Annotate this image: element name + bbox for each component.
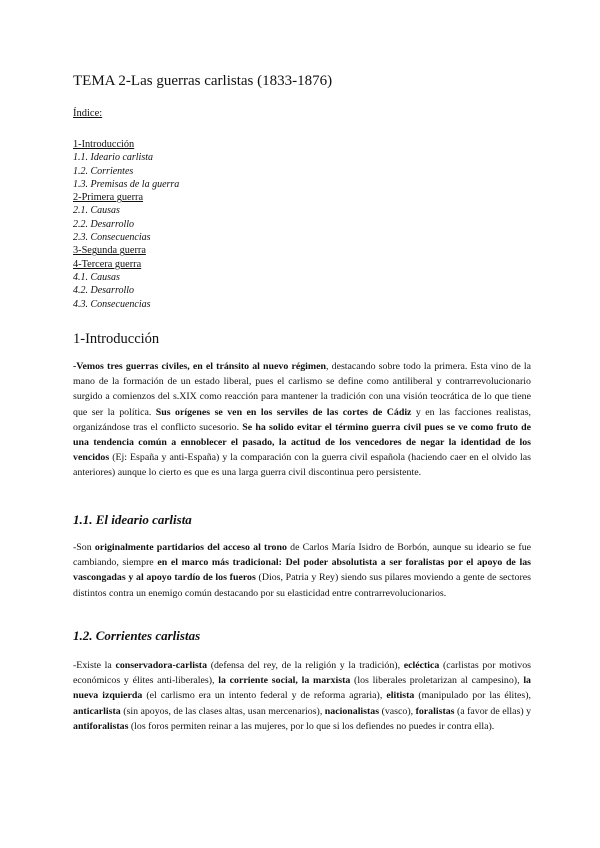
- section-heading-corrientes: 1.2. Corrientes carlistas: [73, 628, 201, 643]
- text-segment: (Dios, Patria y Rey) siendo sus pilares moviendo a gente de sectores distintos contra un enemigo común destacando por su elasticidad entre contrarrevolucionarios.: [73, 572, 531, 599]
- bold-text-segment: Sus orígenes se ven en los serviles de las cortes de Cádiz: [155, 406, 412, 418]
- toc-subsection-link[interactable]: 4.1. Causas: [73, 271, 120, 283]
- bold-text-segment: conservadora-carlista: [115, 660, 208, 671]
- bold-text-segment: ecléctica: [403, 660, 440, 671]
- text-segment: -Existe la: [73, 660, 116, 671]
- bold-text-segment: originalmente partidarios del acceso al trono: [94, 542, 287, 553]
- toc-subsection-link[interactable]: 4.3. Consecuencias: [73, 298, 151, 310]
- index-label: Índice:: [73, 108, 103, 119]
- text-segment: (manipulado por las élites),: [414, 690, 532, 702]
- text-segment: (el carlismo era un intento federal y de reforma agraria),: [142, 690, 387, 702]
- toc-subsection-link[interactable]: 1.1. Ideario carlista: [73, 152, 153, 164]
- bold-text-segment: nacionalistas: [324, 705, 380, 717]
- paragraph-corrientes: [73, 658, 531, 734]
- bold-text-segment: antiforalistas: [73, 720, 129, 732]
- text-segment: (los foros permiten reinar a las mujeres, por lo que si los defiendes no puedes ir contra ella).: [128, 720, 495, 732]
- text-segment: , destacando sobre todo la primera. Esta vino de la mano de la formación de un estado liberal, pues el carlismo se define como antiliberal y contrarrevolucionario surgido a comienzos del s.XIX como reacción para mantener la tradición con una visión teocrática de lo que tiene que ser la política.: [73, 361, 531, 418]
- toc-subsection-link[interactable]: 2.2. Desarrollo: [73, 218, 135, 230]
- text-segment: y en las facciones realistas, organizándose tras el conflicto sucesorio.: [73, 406, 532, 433]
- text-segment: (a favor de ellas) y: [454, 705, 532, 717]
- toc-subsection-link[interactable]: 4.2. Desarrollo: [73, 285, 135, 297]
- toc-subsection-link[interactable]: 1.3. Premisas de la guerra: [73, 178, 180, 190]
- bold-text-segment: la nueva izquierda: [73, 675, 531, 702]
- text-segment: (vasco),: [379, 705, 416, 717]
- text-segment: (defensa del rey, de la religión y la tradición),: [207, 660, 404, 671]
- toc-subsection-link[interactable]: 2.1. Causas: [73, 205, 120, 217]
- section-heading-introduccion: 1-Introducción: [73, 331, 160, 347]
- paragraph-ideario: [73, 540, 531, 601]
- bold-text-segment: elitista: [386, 690, 415, 702]
- bold-text-segment: foralistas: [415, 705, 455, 717]
- toc-subsection-link[interactable]: 1.2. Corrientes: [73, 165, 134, 177]
- document-title: TEMA 2-Las guerras carlistas (1833-1876): [73, 73, 333, 89]
- bold-text-segment: -Vemos tres guerras civiles, en el tránsito al nuevo régimen: [73, 361, 327, 372]
- toc-subsection-link[interactable]: 2.3. Consecuencias: [73, 232, 151, 244]
- bold-text-segment: anticarlista: [73, 705, 121, 717]
- bold-text-segment: en el marco más tradicional: Del poder absolutista a ser foralistas por el apoyo de las vascongadas y al apoyo tardío de los fueros: [73, 557, 531, 584]
- bold-text-segment: la corriente social, la marxista: [218, 675, 351, 687]
- table-of-contents: [73, 138, 179, 311]
- text-segment: (Ej: España y anti-España) y la comparación con la guerra civil española (haciendo caer en el olvido las anteriores) aunque lo cierto es que es una larga guerra civil discontinua pero persistente.: [73, 452, 531, 479]
- toc-section-link[interactable]: 3-Segunda guerra: [73, 245, 146, 257]
- toc-section-link[interactable]: 4-Tercera guerra: [73, 258, 142, 270]
- text-segment: (sin apoyos, de las clases altas, usan mercenarios),: [120, 705, 325, 717]
- toc-section-link[interactable]: 2-Primera guerra: [73, 192, 144, 204]
- toc-section-link[interactable]: 1-Introducción: [73, 139, 135, 150]
- section-heading-ideario: 1.1. El ideario carlista: [73, 512, 192, 527]
- paragraph-introduccion: [73, 359, 531, 481]
- bold-text-segment: Se ha solido evitar el término guerra civil pues se ve como fruto de una tendencia común a ennoblecer el pasado, la actitud de los vencedores de negar la identidad de los vencidos: [73, 421, 531, 464]
- text-segment: (los liberales proletarizan al campesino),: [350, 675, 524, 687]
- text-segment: de Carlos María Isidro de Borbón, aunque su ideario se fue cambiando, siempre: [73, 542, 532, 569]
- text-segment: (carlistas por motivos económicos y élites anti-liberales),: [73, 660, 531, 687]
- text-segment: -Son: [73, 542, 95, 553]
